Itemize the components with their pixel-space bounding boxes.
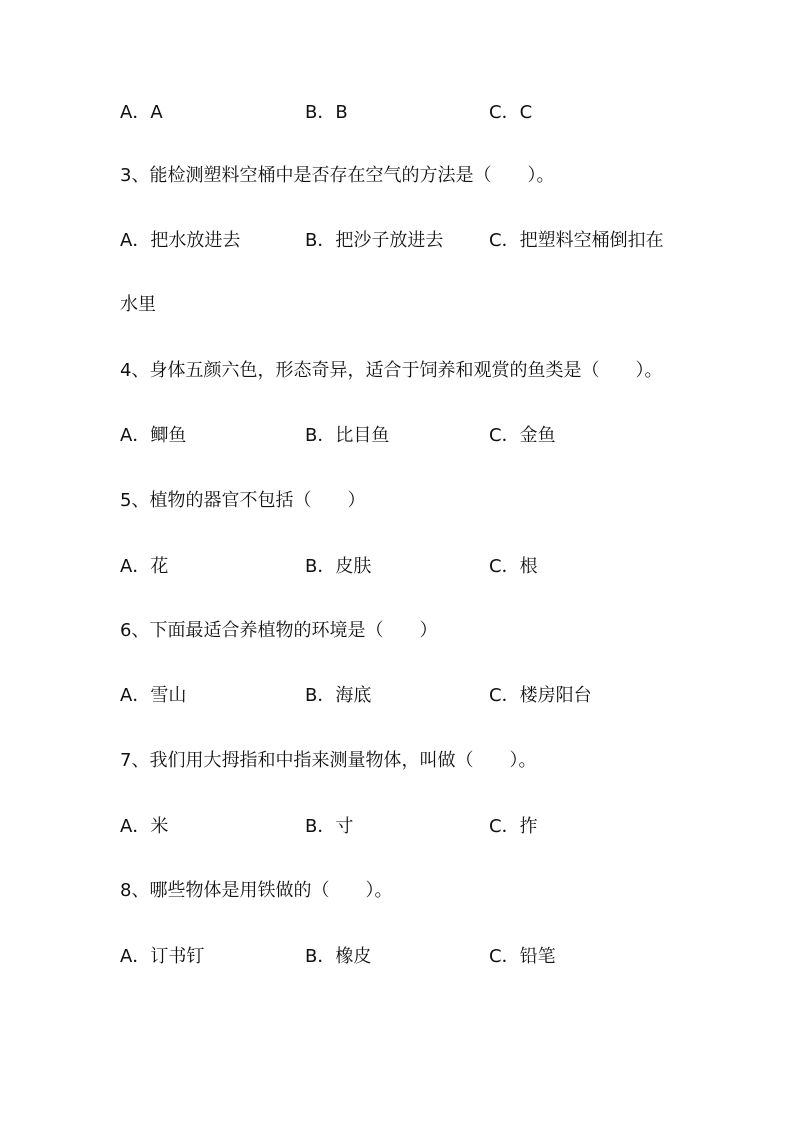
option-c: C．C xyxy=(489,102,533,123)
option-c: C．铅笔 xyxy=(489,946,556,967)
option-b: B．寸 xyxy=(305,816,354,837)
options-row-q7 xyxy=(120,815,774,839)
options-row-q8 xyxy=(120,945,774,969)
option-c: C．把塑料空桶倒扣在 xyxy=(489,230,664,251)
options-row-q4 xyxy=(120,424,774,448)
option-b: B．橡皮 xyxy=(305,946,372,967)
option-a: A．雪山 xyxy=(120,685,187,706)
options-row-q2 xyxy=(120,101,774,125)
option-c: C．金鱼 xyxy=(489,425,556,446)
options-row-q3 xyxy=(120,229,774,253)
option-a: A．把水放进去 xyxy=(120,230,241,251)
option-b: B．B xyxy=(305,102,348,123)
option-b: B．海底 xyxy=(305,685,372,706)
option-a: A．A xyxy=(120,102,163,123)
question-8: 8、哪些物体是用铁做的（ ）。 xyxy=(120,880,393,901)
options-row-q6 xyxy=(120,684,774,708)
option-c: C．楼房阳台 xyxy=(489,685,592,706)
option-c-continuation: 水里 xyxy=(120,294,156,315)
option-b: B．皮肤 xyxy=(305,556,372,577)
option-c: C．拃 xyxy=(489,816,538,837)
question-5: 5、植物的器官不包括（ ） xyxy=(120,490,366,511)
option-a: A．订书钉 xyxy=(120,946,205,967)
option-b: B．比目鱼 xyxy=(305,425,390,446)
options-row-q5 xyxy=(120,555,774,579)
option-c: C．根 xyxy=(489,556,538,577)
option-a: A．花 xyxy=(120,556,169,577)
option-a: A．鲫鱼 xyxy=(120,425,187,446)
question-3: 3、能检测塑料空桶中是否存在空气的方法是（ ）。 xyxy=(120,165,555,186)
option-b: B．把沙子放进去 xyxy=(305,230,444,251)
question-4: 4、身体五颜六色，形态奇异，适合于饲养和观赏的鱼类是（ ）。 xyxy=(120,360,663,381)
question-6: 6、下面最适合养植物的环境是（ ） xyxy=(120,620,438,641)
question-7: 7、我们用大拇指和中指来测量物体，叫做（ ）。 xyxy=(120,750,537,771)
option-a: A．米 xyxy=(120,816,169,837)
